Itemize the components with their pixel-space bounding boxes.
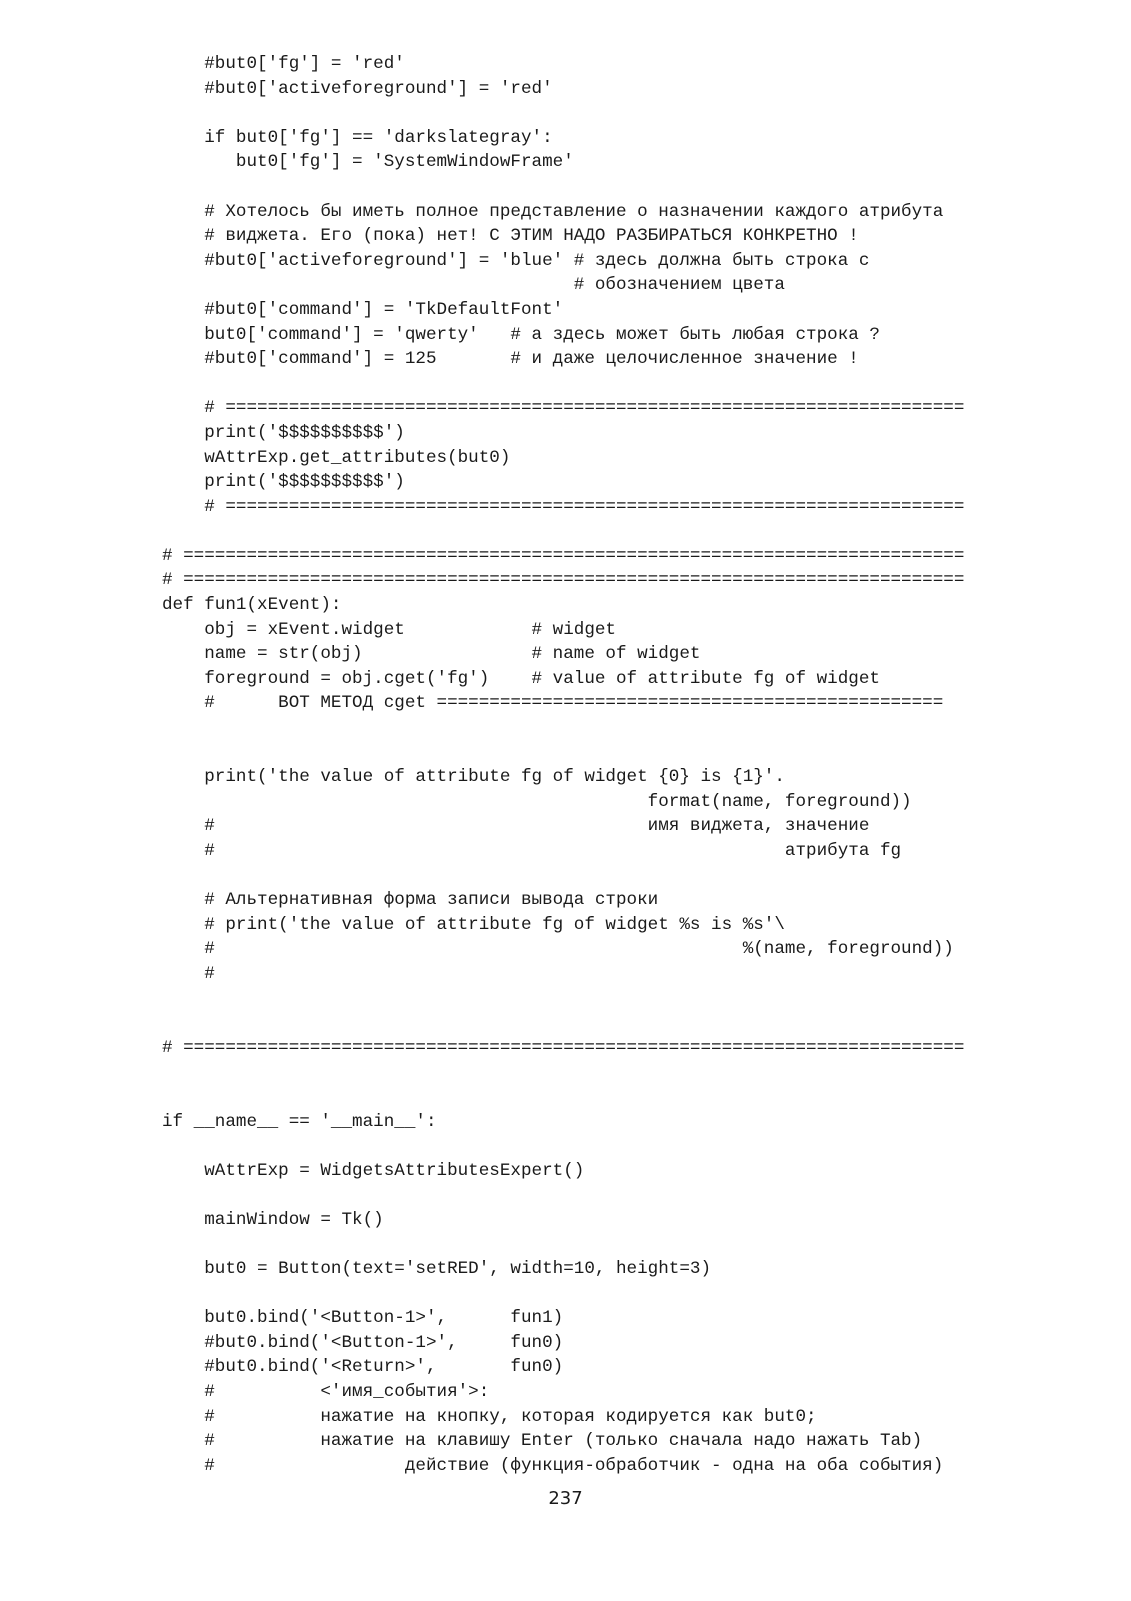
code-line: # Альтернативная форма записи вывода строки bbox=[162, 890, 659, 911]
code-line: print('the value of attribute fg of widget {0} is {1}'. bbox=[162, 767, 785, 788]
code-line: #but0['activeforeground'] = 'blue' # здесь должна быть строка с bbox=[162, 250, 870, 271]
code-line bbox=[162, 1060, 964, 1085]
code-line: def fun1(xEvent): bbox=[162, 595, 342, 616]
code-line bbox=[162, 1233, 964, 1258]
code-line: obj = xEvent.widget # widget bbox=[162, 619, 616, 640]
code-line bbox=[162, 987, 964, 1012]
code-line bbox=[162, 864, 964, 889]
code-line: name = str(obj) # name of widget bbox=[162, 644, 701, 665]
code-line: # атрибута fg bbox=[162, 841, 902, 861]
code-line: if but0['fg'] == 'darkslategray': bbox=[162, 127, 553, 148]
code-line: # действие (функция-обработчик - одна на оба события) bbox=[162, 1455, 944, 1476]
code-line: #but0.bind('<Return>', fun0) bbox=[162, 1357, 564, 1378]
code-line: # bbox=[162, 963, 215, 984]
code-line bbox=[162, 372, 964, 397]
code-line bbox=[162, 1011, 964, 1036]
code-line: print('$$$$$$$$$$') bbox=[162, 422, 405, 443]
code-line: foreground = obj.cget('fg') # value of attribute fg of widget bbox=[162, 668, 880, 689]
code-line: # ========================================================================== bbox=[162, 545, 965, 566]
code-line: # обозначением цвета bbox=[162, 275, 785, 296]
code-line: but0.bind('<Button-1>', fun1) bbox=[162, 1308, 564, 1329]
code-line: # print('the value of attribute fg of widget %s is %s'\ bbox=[162, 914, 785, 935]
code-line: #but0['activeforeground'] = 'red' bbox=[162, 78, 553, 99]
code-line: if __name__ == '__main__': bbox=[162, 1111, 437, 1132]
code-line: # Хотелось бы иметь полное представление о назначении каждого атрибута bbox=[162, 201, 944, 222]
code-line bbox=[162, 1085, 964, 1110]
code-line: but0['command'] = 'qwerty' # а здесь может быть любая строка ? bbox=[162, 324, 880, 345]
code-line: # виджета. Его (пока) нет! С ЭТИМ НАДО РАЗБИРАТЬСЯ КОНКРЕТНО ! bbox=[162, 226, 859, 247]
code-line: # нажатие на клавишу Enter (только сначала надо нажать Tab) bbox=[162, 1431, 923, 1452]
code-line: # ВОТ МЕТОД cget ================================================ bbox=[162, 693, 944, 714]
code-line: #but0['fg'] = 'red' bbox=[162, 54, 405, 74]
code-line: # %(name, foreground)) bbox=[162, 939, 954, 960]
code-line: #but0.bind('<Button-1>', fun0) bbox=[162, 1332, 564, 1353]
code-line: # имя виджета, значение bbox=[162, 816, 870, 837]
code-listing bbox=[162, 52, 964, 1478]
page-number: 237 bbox=[548, 1488, 583, 1509]
code-line: format(name, foreground)) bbox=[162, 791, 912, 812]
code-line: # нажатие на кнопку, которая кодируется как but0; bbox=[162, 1406, 817, 1427]
code-line bbox=[162, 175, 964, 200]
code-line: but0['fg'] = 'SystemWindowFrame' bbox=[162, 152, 574, 173]
code-line: # <'имя_события'>: bbox=[162, 1382, 490, 1403]
code-line: print('$$$$$$$$$$') bbox=[162, 472, 405, 493]
code-line: wAttrExp = WidgetsAttributesExpert() bbox=[162, 1160, 585, 1181]
code-line bbox=[162, 519, 964, 544]
code-line: but0 = Button(text='setRED', width=10, height=3) bbox=[162, 1259, 712, 1280]
code-line: mainWindow = Tk() bbox=[162, 1209, 384, 1230]
code-line bbox=[162, 1183, 964, 1208]
code-line bbox=[162, 101, 964, 126]
code-line: # ========================================================================== bbox=[162, 1037, 965, 1058]
code-line: # ========================================================================== bbox=[162, 570, 965, 591]
code-line bbox=[162, 1134, 964, 1159]
code-line: #but0['command'] = 125 # и даже целочисленное значение ! bbox=[162, 349, 859, 370]
code-line: wAttrExp.get_attributes(but0) bbox=[162, 447, 511, 468]
code-line: # ====================================================================== bbox=[162, 496, 965, 517]
code-line bbox=[162, 741, 964, 766]
code-line bbox=[162, 1282, 964, 1307]
code-line: #but0['command'] = 'TkDefaultFont' bbox=[162, 299, 564, 320]
code-line: # ====================================================================== bbox=[162, 398, 965, 419]
code-line bbox=[162, 716, 964, 741]
